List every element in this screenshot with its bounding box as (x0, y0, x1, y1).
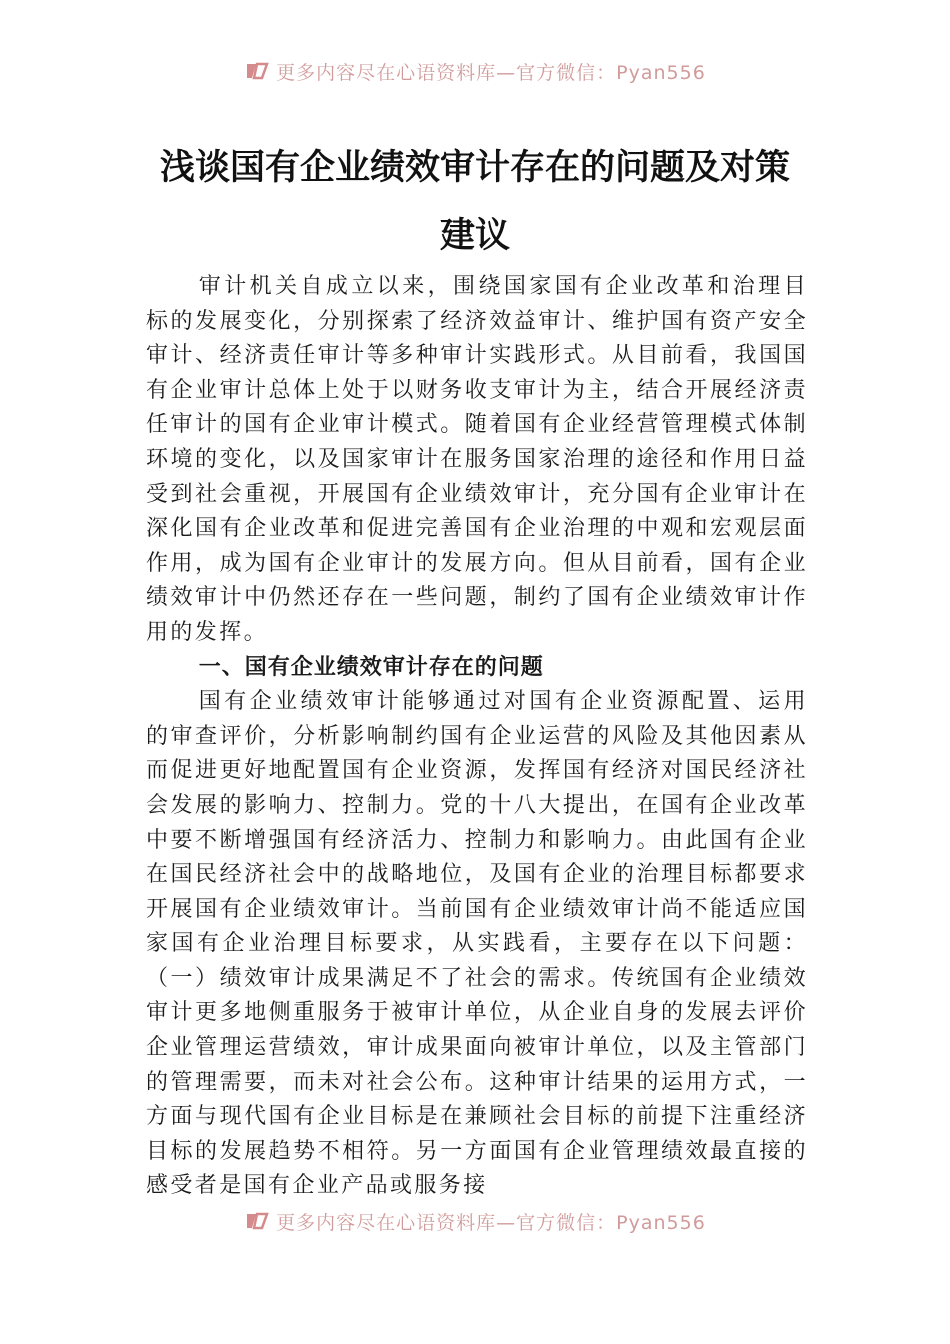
paragraph-intro: 审计机关自成立以来，围绕国家国有企业改革和治理目标的发展变化，分别探索了经济效益审计、维护国有资产安全审计、经济责任审计等多种审计实践形式。从目前看，我国国有企业审计总体上处于以财务收支审计为主，结合开展经济责任审计的国有企业审计模式。随着国有企业经营管理模式体制环境的变化，以及国家审计在服务国家治理的途径和作用日益受到社会重视，开展国有企业绩效审计，充分国有企业审计在深化国有企业改革和促进完善国有企业治理的中观和宏观层面作用，成为国有企业审计的发展方向。但从目前看，国有企业绩效审计中仍然还存在一些问题，制约了国有企业绩效审计作用的发挥。 (146, 274, 808, 645)
watermark-top (0, 56, 950, 86)
logo-icon (244, 1210, 270, 1232)
section-heading-1: 一、国有企业绩效审计存在的问题 (198, 654, 544, 680)
watermark-text: 更多内容尽在心语资料库—官方微信：Pyan556 (276, 61, 706, 84)
document-title-line2: 建议 (439, 215, 510, 256)
logo-icon (244, 60, 270, 82)
watermark-bottom (0, 1206, 950, 1236)
paragraph-section-1: 国有企业绩效审计能够通过对国有企业资源配置、运用的审查评价，分析影响制约国有企业运营的风险及其他因素从而促进更好地配置国有企业资源，发挥国有经济对国民经济社会发展的影响力、控制力。党的十八大提出，在国有企业改革中要不断增强国有经济活力、控制力和影响力。由此国有企业在国民经济社会中的战略地位，及国有企业的治理目标都要求开展国有企业绩效审计。当前国有企业绩效审计尚不能适应国家国有企业治理目标要求，从实践看，主要存在以下问题：（一）绩效审计成果满足不了社会的需求。传统国有企业绩效审计更多地侧重服务于被审计单位，从企业自身的发展去评价企业管理运营绩效，审计成果面向被审计单位，以及主管部门的管理需要，而未对社会公布。这种审计结果的运用方式，一方面与现代国有企业目标是在兼顾社会目标的前提下注重经济目标的发展趋势不相符。另一方面国有企业管理绩效最直接的感受者是国有企业产品或服务接 (146, 689, 808, 1199)
document-body (146, 270, 808, 1204)
watermark-text: 更多内容尽在心语资料库—官方微信：Pyan556 (276, 1211, 706, 1234)
document-title-line1: 浅谈国有企业绩效审计存在的问题及对策 (159, 147, 790, 188)
